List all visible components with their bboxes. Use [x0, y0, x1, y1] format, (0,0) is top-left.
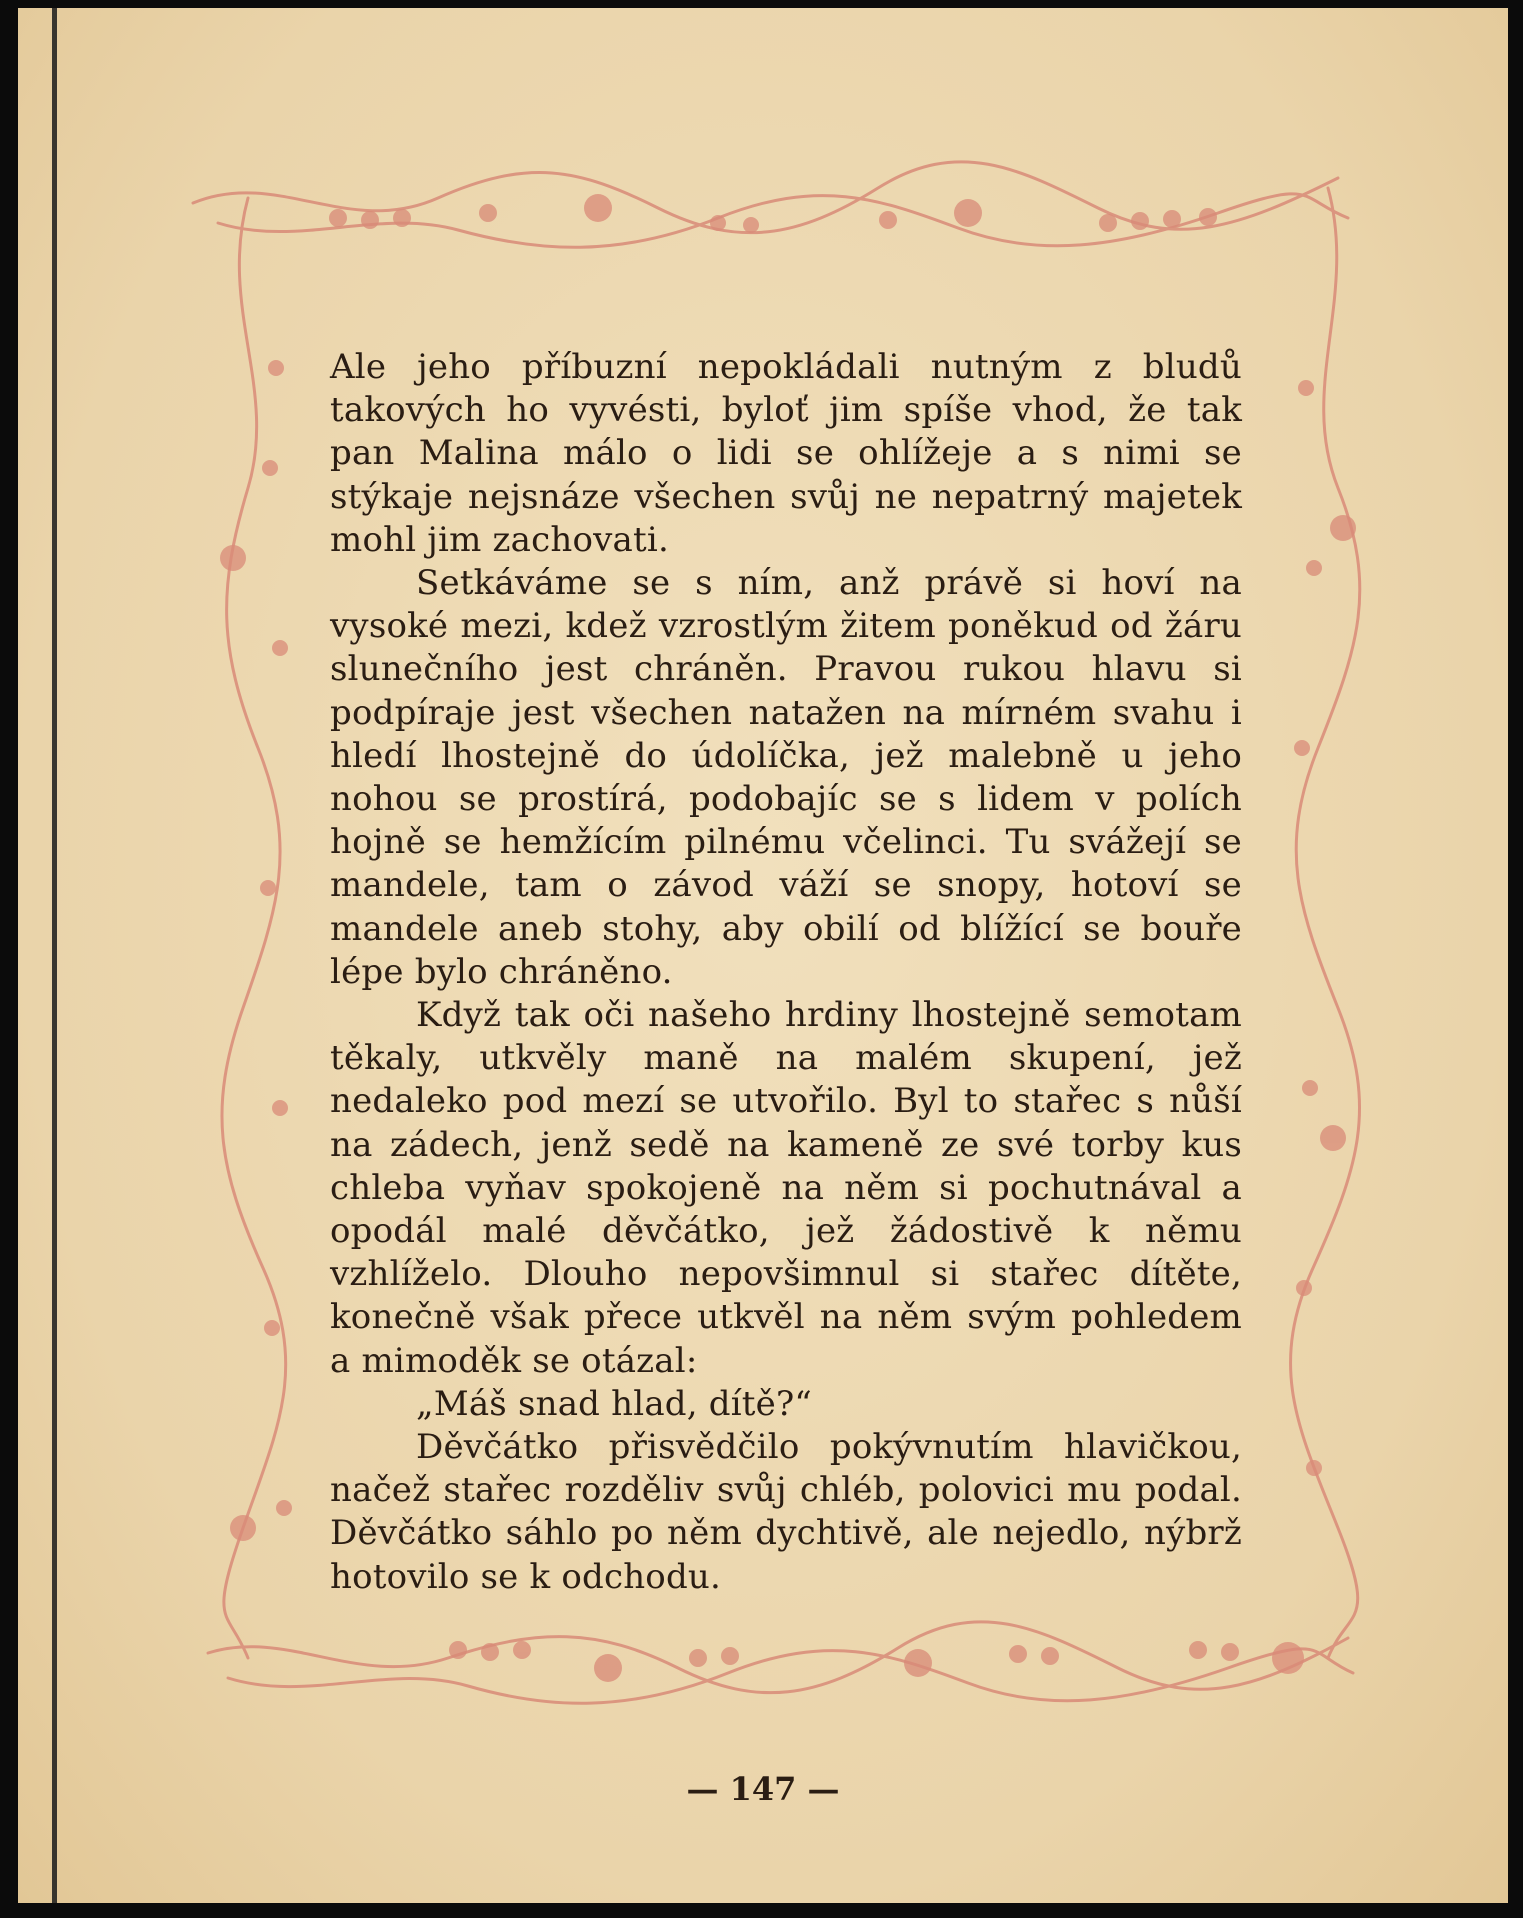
book-page: [18, 8, 1508, 1903]
paragraph: Ale jeho příbuzní nepokládali nutným z bludů takových ho vyvésti, byloť jim spíše vhod, že tak pan Malina málo o lidi se ohlížeje a s nimi se stýkaje nejsnáze všechen svůj ne nepatrný majetek mohl jim zachovati.: [330, 347, 1242, 560]
body-text: [330, 346, 1242, 1599]
paragraph: Setkáváme se s ním, anž právě si hoví na vysoké mezi, kdež vzrostlým žitem poněkud od žáru slunečního jest chráněn. Pravou rukou hlavu si podpíraje jest všechen natažen na mírném svahu i hledí lhostejně do údolíčka, jež malebně u jeho nohou se prostírá, podobajíc se s lidem v polích hojně se hemžícím pilnému včelinci. Tu svážejí se mandele, tam o závod váží se snopy, hotoví se mandele aneb stohy, aby obilí od blížící se bouře lépe bylo chráněno.: [330, 563, 1242, 992]
paragraph: Když tak oči našeho hrdiny lhostejně semotam těkaly, utkvěly maně na malém skupení, jež nedaleko pod mezí se utvořilo. Byl to stařec s nůší na zádech, jenž sedě na kameně ze své torby kus chleba vyňav spokojeně na něm si pochutnával a opodál malé děvčátko, jež žádostivě k němu vzhlíželo. Dlouho nepovšimnul si stařec dítěte, konečně však přece utkvěl na něm svým pohledem a mimoděk se otázal:: [330, 995, 1242, 1381]
page-number: — 147 —: [686, 1770, 840, 1808]
dialogue-line: „Máš snad hlad, dítě?“: [416, 1383, 812, 1424]
paragraph: Děvčátko přisvědčilo pokývnutím hlavičkou, načež stařec rozděliv svůj chléb, polovici mu podal. Děvčátko sáhlo po něm dychtivě, ale nejedlo, nýbrž hotovilo se k odchodu.: [330, 1427, 1242, 1597]
